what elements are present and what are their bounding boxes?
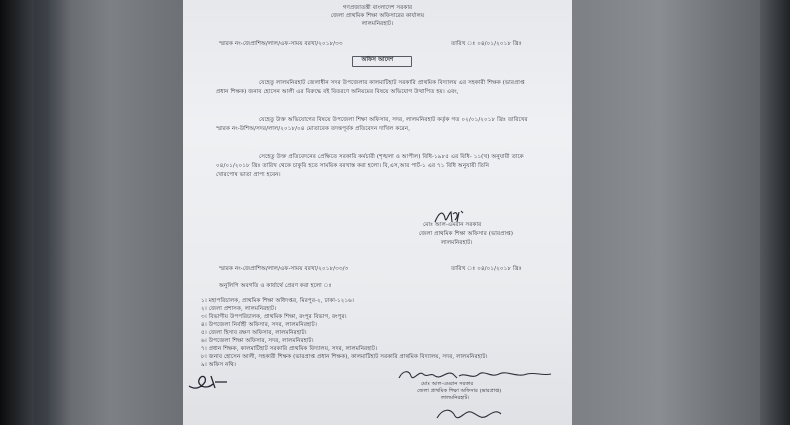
copy-list-item: ৭। প্রধান শিক্ষক, কালমাটিহাট সরকারি প্রাথমিক বিদ্যালয়, সদর, লালমনিরহাট। (201, 346, 378, 352)
copy-list-item: ১। মহাপরিচালক, প্রাথমিক শিক্ষা অধিদপ্তর, মিরপুর-২, ঢাকা-১২১৬। (201, 298, 355, 304)
copy-list-item: ৯। অফিস নথি। (201, 362, 236, 368)
paragraph-2-line-2: স্মারক নং-উশিঅ/সদর/লাল/২০১৮/০৪ মোতাবেক তদন্তপূর্বক প্রতিবেদন দাখিল করেন, (216, 126, 411, 132)
signatory-1-title: জেলা প্রাথমিক শিক্ষা অফিসার (ভারপ্রাপ্ত) (419, 231, 514, 237)
copy-list-item: ৫। জেলা হিসাব রক্ষণ অফিসার, লালমনিরহাট। (201, 330, 307, 336)
copy-list-item: ২। জেলা প্রশাসক, লালমনিরহাট। (201, 306, 277, 312)
copy-list-item: ৬। উপজেলা শিক্ষা অফিসার, সদর, লালমনিরহাট। (201, 338, 314, 344)
signatory-1-place: লালমনিরহাট। (441, 240, 473, 246)
paragraph-1-line-1: যেহেতু লালমনিরহাট জেলাধীন সদর উপজেলার কালমাটিহাট সরকারি প্রাথমিক বিদ্যালয় এর সহকারী শিক্ষক (ভারপ্রাপ্ত (259, 80, 525, 86)
copy-intro: অনুলিপি অবগতি ও কার্যার্থে প্রেরণ করা হলো ঃ (219, 283, 332, 289)
memo-2-date: তারিখ ঃ ০৪/০১/২০১৮ খ্রিঃ (451, 266, 522, 272)
initial-signature (185, 368, 229, 394)
background-right-shadow (760, 0, 790, 425)
paragraph-3-line-2: ০৪/০১/২০১৮ খ্রিঃ তারিখ থেকে চাকুরি হতে সাময়িক বরখাস্ত করা হলো। বি,এস,আর পার্ট-১ এর ৭১ বিধি অনুযায়ী তিনি (216, 163, 490, 169)
background-right (572, 0, 790, 425)
header-line-1: গণপ্রজাতন্ত্রী বাংলাদেশ সরকার (342, 5, 413, 11)
signatory-2-name: মোঃ আল-এমরান সরকার (421, 381, 474, 387)
memo-reference: স্মারক নং-জেপ্রাশিঅ/লাল/এফ-সাময় বরখা/২০১৮/৩৩ (219, 41, 343, 47)
signatory-2-place: লালমনিরহাট। (441, 395, 470, 401)
memo-date: তারিখ ঃ ০৪/০১/২০১৮ খ্রিঃ (451, 41, 522, 47)
order-title: অফিস আদেশ (361, 57, 394, 63)
paragraph-1-line-2: প্রধান শিক্ষক) জনাব হোসেন আলী এর বিরুদ্ধে বই বিতরণে অনিয়মের বিষয়ে অভিযোগ উত্থাপিত হয়। এবং, (216, 89, 459, 95)
paragraph-3-line-3: খোরপোষ ভাতা প্রাপ্য হবেন। (216, 172, 281, 178)
copy-list-item: ৩। বিভাগীয় উপপরিচালক, প্রাথমিক শিক্ষা, রংপুর বিভাগ, রংপুর। (201, 314, 347, 320)
paragraph-3-line-1: সেহেতু উক্ত প্রতিবেদনের প্রেক্ষিতে সরকারি কর্মচারী (শৃঙ্খলা ও আপীল) বিধি-১৯৮৫ এর বিধি- ১১(খ) অনুযায়ী তাকে (259, 154, 524, 160)
paragraph-2-line-1: যেহেতু উক্ত অভিযোগের বিষয়ে উপজেলা শিক্ষা অফিসার, সদর, লালমনিরহাট কর্তৃক গত ০২/০১/২০১৮ খ্রিঃ তারিখের (259, 117, 528, 123)
background-left-shadow (0, 0, 34, 425)
header-line-3: লালমনিরহাট। (361, 21, 394, 27)
signatory-2-title: জেলা প্রাথমিক শিক্ষা অফিসার (ভারপ্রাপ্ত) (417, 388, 502, 394)
copy-list-item: ৪। উপজেলা নির্বাহী অফিসার, সদর, লালমনিরহাট। (201, 322, 317, 328)
signatory-1-name: মোঃ আল-এমরান সরকার (423, 222, 482, 228)
signature-3 (433, 404, 503, 424)
document-page (183, 0, 572, 425)
copy-list-item: ৮। জনাব হোসেন আলী, সহকারী শিক্ষক (ভারপ্রাপ্ত প্রধান শিক্ষক), কালমাটিহাট সরকারি প্রাথমিক বিদ্যালয়, সদর, লালমনিরহাট। (201, 354, 488, 360)
memo-2-reference: স্মারক নং-জেপ্রাশিঅ/লাল/এফ-সাময় বরখা/২০১৮/৩৩/৩ (219, 266, 349, 272)
header-line-2: জেলা প্রাথমিক শিক্ষা অফিসারের কার্যালয় (330, 13, 425, 19)
signature-2 (395, 368, 555, 384)
